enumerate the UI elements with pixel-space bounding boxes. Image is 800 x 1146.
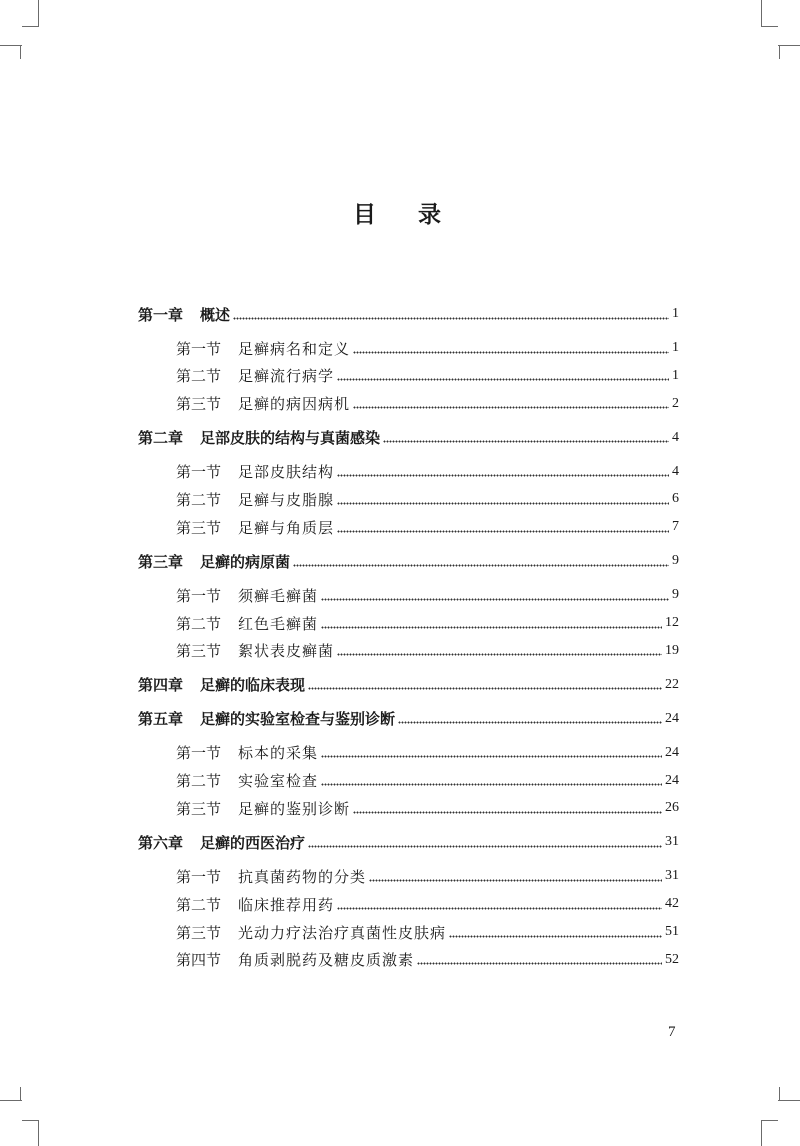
- section-title: 光动力疗法治疗真菌性皮肤病: [238, 923, 447, 942]
- chapter-title: 概述: [200, 305, 231, 324]
- dot-leader: [383, 440, 669, 443]
- dot-leader: [337, 530, 669, 533]
- section-label: 第二节: [176, 367, 222, 386]
- section-label: 第三节: [176, 799, 222, 818]
- dot-leader: [337, 378, 669, 381]
- section-page-number: 4: [672, 463, 679, 479]
- section-page-number: 31: [665, 868, 679, 884]
- section-label: 第三节: [176, 642, 222, 661]
- section-title: 抗真菌药物的分类: [238, 867, 367, 886]
- toc-chapter-entry[interactable]: [0, 830, 800, 854]
- dot-leader: [308, 845, 662, 848]
- chapter-label: 第二章: [138, 429, 184, 448]
- section-label: 第四节: [176, 951, 222, 970]
- section-label: 第二节: [176, 490, 222, 509]
- section-title: 足癣病名和定义: [238, 339, 351, 358]
- toc-section-entry[interactable]: [0, 639, 800, 663]
- section-page-number: 24: [665, 772, 679, 788]
- toc-section-entry[interactable]: [0, 769, 800, 793]
- section-page-number: 7: [672, 519, 679, 535]
- section-title: 足部皮肤结构: [238, 463, 335, 482]
- toc-section-entry[interactable]: [0, 364, 800, 388]
- section-label: 第一节: [176, 867, 222, 886]
- section-title: 临床推荐用药: [238, 895, 335, 914]
- chapter-label: 第三章: [138, 552, 184, 571]
- toc-section-entry[interactable]: [0, 948, 800, 972]
- toc-chapter-entry[interactable]: [0, 302, 800, 326]
- toc-section-entry[interactable]: [0, 864, 800, 888]
- section-label: 第二节: [176, 614, 222, 633]
- chapter-page-number: 22: [665, 676, 679, 692]
- dot-leader: [321, 626, 662, 629]
- toc-section-entry[interactable]: [0, 796, 800, 820]
- toc-section-entry[interactable]: [0, 892, 800, 916]
- chapter-title: 足癣的病原菌: [200, 552, 291, 571]
- toc-section-entry[interactable]: [0, 392, 800, 416]
- dot-leader: [337, 653, 662, 656]
- chapter-label: 第五章: [138, 710, 184, 729]
- section-title: 标本的采集: [238, 744, 319, 763]
- section-label: 第一节: [176, 586, 222, 605]
- section-page-number: 19: [665, 642, 679, 658]
- section-label: 第三节: [176, 395, 222, 414]
- toc-section-entry[interactable]: [0, 336, 800, 360]
- chapter-page-number: 4: [672, 429, 679, 445]
- section-title: 红色毛癣菌: [238, 614, 319, 633]
- chapter-title: 足部皮肤的结构与真菌感染: [200, 429, 381, 448]
- dot-leader: [308, 687, 662, 690]
- section-title: 角质剥脱药及糖皮质激素: [238, 951, 415, 970]
- chapter-page-number: 31: [665, 834, 679, 850]
- dot-leader: [337, 474, 669, 477]
- section-label: 第三节: [176, 923, 222, 942]
- section-page-number: 42: [665, 896, 679, 912]
- dot-leader: [233, 317, 669, 320]
- dot-leader: [321, 755, 662, 758]
- chapter-label: 第四章: [138, 676, 184, 695]
- section-title: 实验室检查: [238, 772, 319, 791]
- dot-leader: [293, 564, 669, 567]
- chapter-title: 足癣的西医治疗: [200, 833, 306, 852]
- section-page-number: 6: [672, 491, 679, 507]
- section-page-number: 51: [665, 924, 679, 939]
- dot-leader: [417, 962, 662, 965]
- chapter-label: 第一章: [138, 305, 184, 324]
- dot-leader: [353, 351, 669, 354]
- toc-chapter-entry[interactable]: [0, 549, 800, 573]
- toc-section-entry[interactable]: [0, 460, 800, 484]
- section-title: 絮状表皮癣菌: [238, 642, 335, 661]
- section-label: 第一节: [176, 463, 222, 482]
- toc-section-entry[interactable]: [0, 920, 800, 944]
- toc-section-entry[interactable]: [0, 515, 800, 539]
- section-label: 第一节: [176, 339, 222, 358]
- title-char-2: 录: [418, 202, 447, 228]
- section-title: 足癣的鉴别诊断: [238, 799, 351, 818]
- section-title: 足癣与皮脂腺: [238, 490, 335, 509]
- section-page-number: 52: [665, 951, 679, 967]
- dot-leader: [353, 406, 669, 409]
- dot-leader: [321, 598, 669, 601]
- chapter-page-number: 1: [672, 306, 679, 321]
- toc-chapter-entry[interactable]: [0, 673, 800, 697]
- section-page-number: 12: [665, 615, 679, 630]
- section-title: 足癣流行病学: [238, 367, 335, 386]
- dot-leader: [337, 907, 662, 910]
- page-number: 7: [668, 1024, 676, 1040]
- dot-leader: [449, 935, 662, 938]
- dot-leader: [353, 811, 662, 814]
- dot-leader: [398, 721, 662, 724]
- section-label: 第一节: [176, 744, 222, 763]
- dot-leader: [337, 502, 669, 505]
- title-char-1: 目: [353, 202, 382, 228]
- dot-leader: [369, 879, 662, 882]
- section-page-number: 9: [672, 587, 679, 603]
- section-label: 第二节: [176, 895, 222, 914]
- dot-leader: [321, 783, 662, 786]
- section-title: 足癣与角质层: [238, 518, 335, 537]
- toc-section-entry[interactable]: [0, 583, 800, 607]
- section-page-number: 26: [665, 800, 679, 816]
- section-page-number: 2: [672, 395, 679, 411]
- section-label: 第二节: [176, 772, 222, 791]
- section-page-number: 1: [672, 367, 679, 383]
- section-label: 第三节: [176, 518, 222, 537]
- chapter-title: 足癣的实验室检查与鉴别诊断: [200, 710, 396, 729]
- section-page-number: 1: [672, 340, 679, 355]
- toc-section-entry[interactable]: [0, 741, 800, 765]
- toc-chapter-entry[interactable]: [0, 707, 800, 731]
- toc-chapter-entry[interactable]: [0, 426, 800, 450]
- chapter-title: 足癣的临床表现: [200, 676, 306, 695]
- toc-section-entry[interactable]: [0, 611, 800, 635]
- chapter-page-number: 24: [665, 710, 679, 726]
- section-title: 须癣毛癣菌: [238, 586, 319, 605]
- chapter-label: 第六章: [138, 833, 184, 852]
- section-title: 足癣的病因病机: [238, 395, 351, 414]
- toc-section-entry[interactable]: [0, 487, 800, 511]
- section-page-number: 24: [665, 744, 679, 760]
- chapter-page-number: 9: [672, 553, 679, 569]
